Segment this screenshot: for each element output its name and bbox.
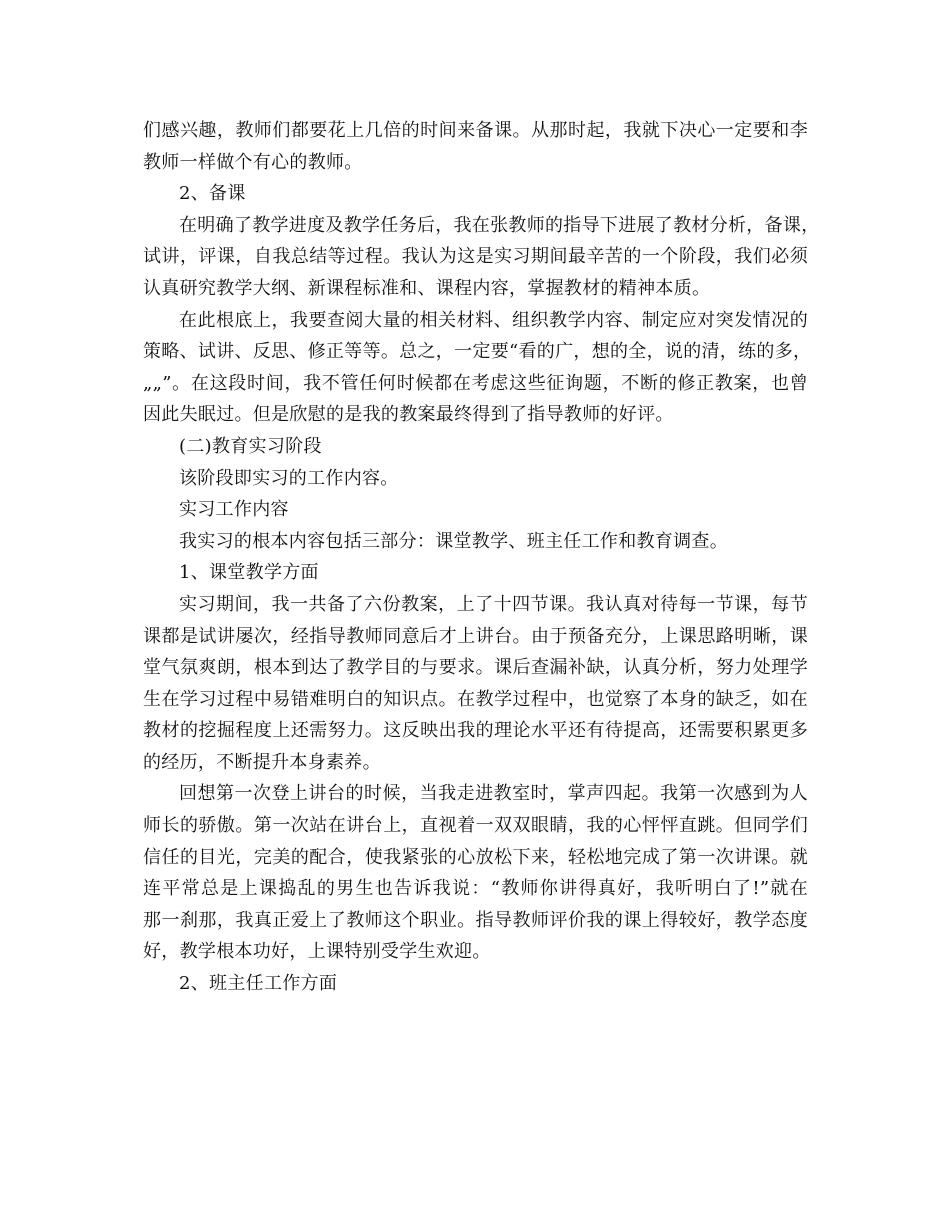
text-line: 我实习的根本内容包括三部分：课堂教学、班主任工作和教育调查。 — [179, 530, 728, 552]
text-line: 教材的挖掘程度上还需努力。这反映出我的理论水平还有待提高，还需要积累更多 — [143, 720, 808, 742]
text-line: 回想第一次登上讲台的时候，当我走进教室时，掌声四起。我第一次感到为人 — [179, 783, 808, 805]
text-line: „„”。在这段时间，我不管任何时候都在考虑这些征询题，不断的修正教案，也曾 — [143, 372, 808, 394]
text-line: 连平常总是上课捣乱的男生也告诉我说：“教师你讲得真好，我听明白了!”就在 — [143, 878, 808, 900]
text-line: 策略、试讲、反思、修正等等。总之，一定要“看的广，想的全，说的清，练的多， — [143, 341, 812, 363]
document-page — [143, 115, 820, 1000]
text-line: 堂气氛爽朗，根本到达了教学目的与要求。课后查漏补缺，认真分析，努力处理学 — [143, 657, 808, 679]
section-heading: 1、课堂教学方面 — [179, 562, 319, 584]
text-line: 课都是试讲屡次，经指导教师同意后才上讲台。由于预备充分，上课思路明晰，课 — [143, 625, 808, 647]
text-line: 实习期间，我一共备了六份教案，上了十四节课。我认真对待每一节课，每节 — [179, 593, 808, 615]
text-line: 认真研究教学大纲、新课程标准和、课程内容，掌握教材的精神本质。 — [143, 277, 711, 299]
text-line: 在此根底上，我要查阅大量的相关材料、组织教学内容、制定应对突发情况的 — [179, 309, 808, 331]
text-line: 师长的骄傲。第一次站在讲台上，直视着一双双眼睛，我的心怦怦直跳。但同学们 — [143, 815, 808, 837]
text-line: 在明确了教学进度及教学任务后，我在张教师的指导下进展了教材分析，备课， — [179, 214, 820, 236]
text-line: 的经历，不断提升本身素养。 — [143, 751, 381, 773]
text-line: 们感兴趣，教师们都要花上几倍的时间来备课。从那时起，我就下决心一定要和李 — [143, 120, 808, 141]
text-line: 好，教学根本功好，上课特别受学生欢迎。 — [143, 941, 491, 963]
text-line: 因此失眠过。但是欣慰的是我的教案最终得到了指导教师的好评。 — [143, 404, 674, 426]
section-heading: 2、备课 — [179, 183, 246, 205]
section-heading: 实习工作内容 — [179, 499, 289, 521]
text-line: 试讲，评课，自我总结等过程。我认为这是实习期间最辛苦的一个阶段，我们必须 — [143, 246, 808, 268]
section-heading: (二)教育实习阶段 — [179, 435, 322, 457]
text-line: 该阶段即实习的工作内容。 — [179, 467, 399, 489]
text-line: 那一刹那，我真正爱上了教师这个职业。指导教师评价我的课上得较好，教学态度 — [143, 909, 808, 931]
text-line: 教师一样做个有心的教师。 — [143, 151, 363, 173]
section-heading: 2、班主任工作方面 — [179, 973, 338, 995]
text-line: 生在学习过程中易错难明白的知识点。在教学过程中，也觉察了本身的缺乏，如在 — [143, 688, 808, 710]
text-line: 信任的目光，完美的配合，使我紧张的心放松下来，轻松地完成了第一次讲课。就 — [143, 846, 808, 868]
